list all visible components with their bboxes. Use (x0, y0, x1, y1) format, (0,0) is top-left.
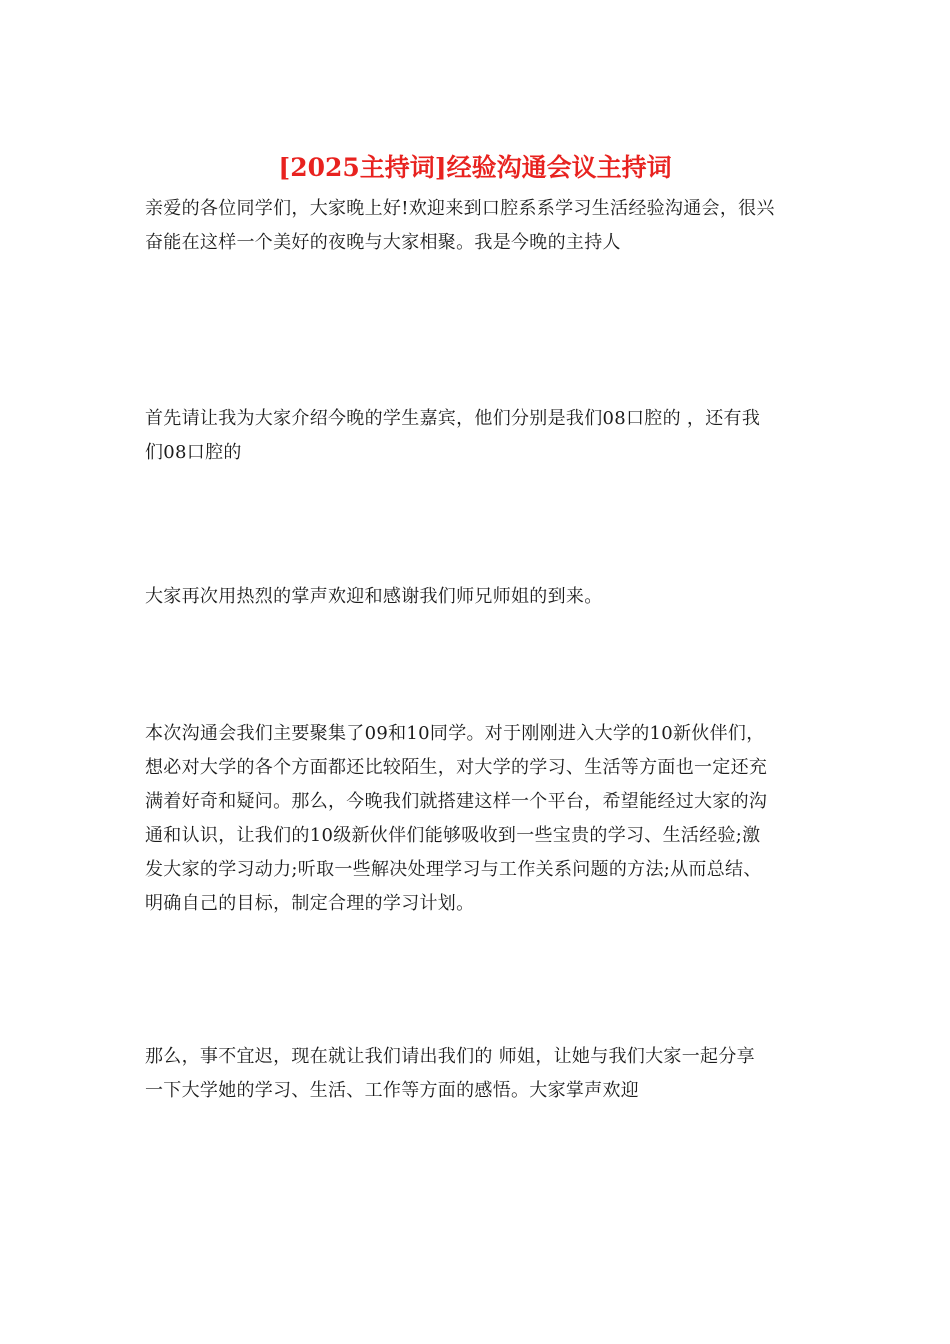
paragraph-closing (145, 1040, 810, 1108)
paragraph-line: 本次沟通会我们主要聚集了09和10同学。对于刚刚进入大学的10新伙伴们， (145, 723, 765, 744)
paragraph-applause (145, 580, 810, 614)
document-title: [2025主持词]经验沟通会议主持词 (278, 153, 672, 182)
paragraph-line: 首先请让我为大家介绍今晚的学生嘉宾，他们分别是我们08口腔的 ，还有我 (145, 408, 761, 429)
paragraph-line: 那么，事不宜迟，现在就让我们请出我们的 师姐，让她与我们大家一起分享 (145, 1046, 755, 1067)
paragraph-welcome (145, 192, 810, 260)
paragraph-line: 们08口腔的 (145, 442, 242, 463)
paragraph-line: 想必对大学的各个方面都还比较陌生，对大学的学习、生活等方面也一定还充 (145, 757, 768, 778)
paragraph-purpose (145, 717, 810, 921)
paragraph-line: 发大家的学习动力;听取一些解决处理学习与工作关系问题的方法;从而总结、 (145, 859, 762, 880)
paragraph-line: 奋能在这样一个美好的夜晚与大家相聚。我是今晚的主持人 (145, 232, 621, 253)
paragraph-line: 一下大学她的学习、生活、工作等方面的感悟。大家掌声欢迎 (145, 1080, 640, 1101)
paragraph-line: 明确自己的目标，制定合理的学习计划。 (145, 893, 475, 914)
paragraph-line: 满着好奇和疑问。那么，今晚我们就搭建这样一个平台，希望能经过大家的沟 (145, 791, 768, 812)
paragraph-line: 大家再次用热烈的掌声欢迎和感谢我们师兄师姐的到来。 (145, 586, 603, 607)
paragraph-guest-intro (145, 402, 810, 470)
paragraph-line: 通和认识，让我们的10级新伙伴们能够吸收到一些宝贵的学习、生活经验;激 (145, 825, 761, 846)
paragraph-line: 亲爱的各位同学们，大家晚上好!欢迎来到口腔系系学习生活经验沟通会，很兴 (145, 198, 775, 219)
